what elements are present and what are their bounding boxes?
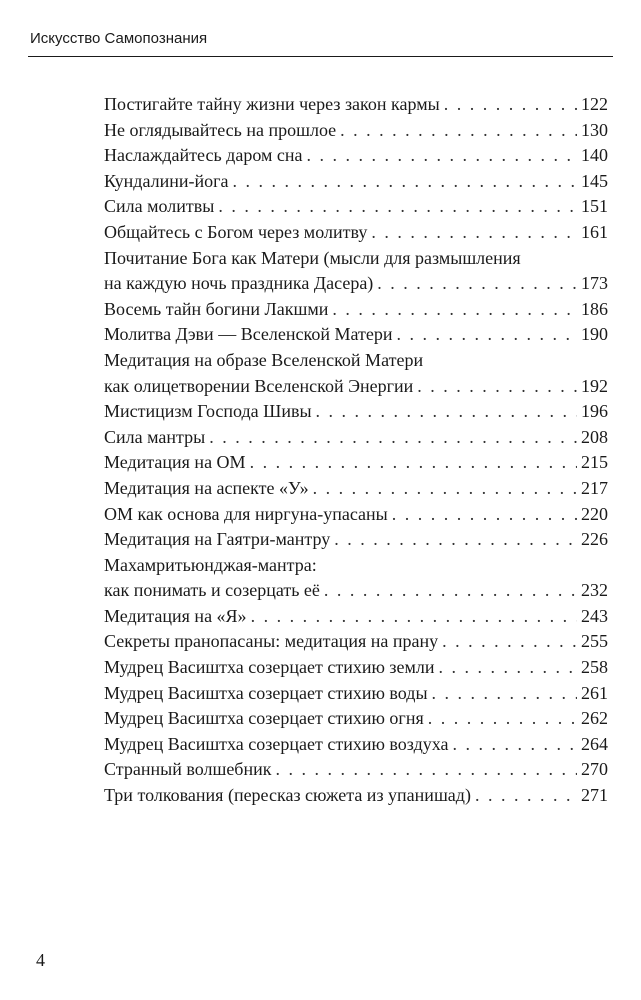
- dot-leader: [332, 297, 577, 323]
- dot-leader: [371, 220, 577, 246]
- toc-entry-title: Мудрец Васиштха созерцает стихию воздуха: [104, 733, 449, 754]
- toc-entry-page: 264: [581, 733, 608, 754]
- toc-entry-page: 258: [581, 657, 608, 678]
- page-number: 4: [36, 950, 45, 970]
- dot-leader: [453, 732, 577, 758]
- table-of-contents: [104, 92, 608, 809]
- toc-entry: [104, 604, 608, 630]
- toc-entry: [104, 655, 608, 681]
- dot-leader: [428, 706, 577, 732]
- dot-leader: [439, 655, 577, 681]
- dot-leader: [313, 476, 577, 502]
- dot-leader: [377, 271, 577, 297]
- toc-entry-title: Молитва Дэви — Вселенской Матери: [104, 324, 393, 345]
- toc-entry: [104, 348, 608, 399]
- toc-entry-title: Наслаждайтесь даром сна: [104, 145, 303, 166]
- dot-leader: [275, 757, 577, 783]
- toc-entry-page: 226: [581, 529, 608, 550]
- toc-entry-page: 192: [581, 375, 608, 396]
- toc-entry-page: 196: [581, 401, 608, 422]
- toc-entry: [104, 297, 608, 323]
- toc-entry-title: Восемь тайн богини Лакшми: [104, 298, 329, 319]
- toc-entry-title: Не оглядывайтесь на прошлое: [104, 119, 337, 140]
- toc-entry: [104, 476, 608, 502]
- toc-entry-title: Секреты пранопасаны: медитация на прану: [104, 631, 439, 652]
- toc-entry-title: Сила мантры: [104, 426, 206, 447]
- toc-entry: [104, 92, 608, 118]
- toc-entry: [104, 783, 608, 809]
- toc-entry-page: 186: [581, 298, 608, 319]
- dot-leader: [251, 604, 577, 630]
- dot-leader: [306, 143, 577, 169]
- toc-entry-title: Сила молитвы: [104, 196, 215, 217]
- toc-entry: [104, 732, 608, 758]
- toc-entry: [104, 553, 608, 604]
- header-rule: [28, 56, 613, 57]
- toc-entry-page: 220: [581, 503, 608, 524]
- toc-entry: [104, 143, 608, 169]
- toc-entry-title: Кундалини-йога: [104, 170, 229, 191]
- dot-leader: [392, 502, 577, 528]
- dot-leader: [432, 681, 577, 707]
- dot-leader: [444, 92, 577, 118]
- toc-entry-page: 151: [581, 196, 608, 217]
- dot-leader: [442, 629, 577, 655]
- dot-leader: [475, 783, 577, 809]
- toc-entry-title: Три толкования (пересказ сюжета из упанишад): [104, 785, 471, 806]
- toc-entry-title: Медитация на ОМ: [104, 452, 246, 473]
- dot-leader: [417, 374, 577, 400]
- running-head: Искусство Самопознания: [30, 30, 208, 47]
- toc-entry: [104, 194, 608, 220]
- toc-entry: [104, 425, 608, 451]
- toc-entry-title-line: Почитание Бога как Матери (мысли для размышления: [104, 247, 521, 268]
- toc-entry-title: Медитация на Гаятри-мантру: [104, 529, 331, 550]
- toc-entry-page: 271: [581, 785, 608, 806]
- toc-entry: [104, 706, 608, 732]
- toc-entry: [104, 118, 608, 144]
- toc-entry-page: 130: [581, 119, 608, 140]
- toc-entry-page: 173: [581, 273, 608, 294]
- toc-entry: [104, 502, 608, 528]
- toc-entry-page: 217: [581, 477, 608, 498]
- toc-entry: [104, 527, 608, 553]
- toc-entry: [104, 757, 608, 783]
- toc-entry: [104, 246, 608, 297]
- dot-leader: [324, 578, 577, 604]
- toc-entry-page: 122: [581, 94, 608, 114]
- dot-leader: [209, 425, 577, 451]
- toc-entry-title: Мудрец Васиштха созерцает стихию земли: [104, 657, 435, 678]
- dot-leader: [250, 450, 577, 476]
- toc-entry-page: 190: [581, 324, 608, 345]
- toc-entry-title: Мистицизм Господа Шивы: [104, 401, 312, 422]
- toc-entry-title: как олицетворении Вселенской Энергии: [104, 375, 414, 396]
- toc-entry-page: 243: [581, 605, 608, 626]
- toc-entry-page: 140: [581, 145, 608, 166]
- toc-entry: [104, 322, 608, 348]
- toc-entry-title-line: Медитация на образе Вселенской Матери: [104, 349, 424, 370]
- toc-entry-page: 145: [581, 170, 608, 191]
- dot-leader: [334, 527, 577, 553]
- toc-entry-page: 262: [581, 708, 608, 729]
- dot-leader: [232, 169, 577, 195]
- toc-entry-page: 255: [581, 631, 608, 652]
- dot-leader: [218, 194, 577, 220]
- toc-entry: [104, 629, 608, 655]
- toc-entry: [104, 681, 608, 707]
- toc-entry-page: 270: [581, 759, 608, 780]
- toc-entry: [104, 220, 608, 246]
- toc-entry-title: как понимать и созерцать её: [104, 580, 320, 601]
- dot-leader: [340, 118, 577, 144]
- toc-entry-title: на каждую ночь праздника Дасера): [104, 273, 374, 294]
- toc-entry-title: Общайтесь с Богом через молитву: [104, 221, 368, 242]
- toc-entry-title: Медитация на аспекте «У»: [104, 477, 309, 498]
- toc-entry-title: Постигайте тайну жизни через закон кармы: [104, 94, 440, 114]
- toc-entry-title: Странный волшебник: [104, 759, 272, 780]
- dot-leader: [316, 399, 577, 425]
- toc-entry: [104, 450, 608, 476]
- toc-entry-page: 261: [581, 682, 608, 703]
- toc-entry-title: Мудрец Васиштха созерцает стихию воды: [104, 682, 428, 703]
- toc-entry-title-line: Махамритьюнджая-мантра:: [104, 554, 317, 575]
- dot-leader: [396, 322, 577, 348]
- toc-entry-page: 232: [581, 580, 608, 601]
- toc-entry-title: Медитация на «Я»: [104, 605, 247, 626]
- toc-entry: [104, 169, 608, 195]
- toc-entry-page: 161: [581, 221, 608, 242]
- toc-entry-page: 215: [581, 452, 608, 473]
- toc-entry-title: Мудрец Васиштха созерцает стихию огня: [104, 708, 424, 729]
- toc-entry: [104, 399, 608, 425]
- toc-entry-title: ОМ как основа для ниргуна-упасаны: [104, 503, 388, 524]
- toc-entry-page: 208: [581, 426, 608, 447]
